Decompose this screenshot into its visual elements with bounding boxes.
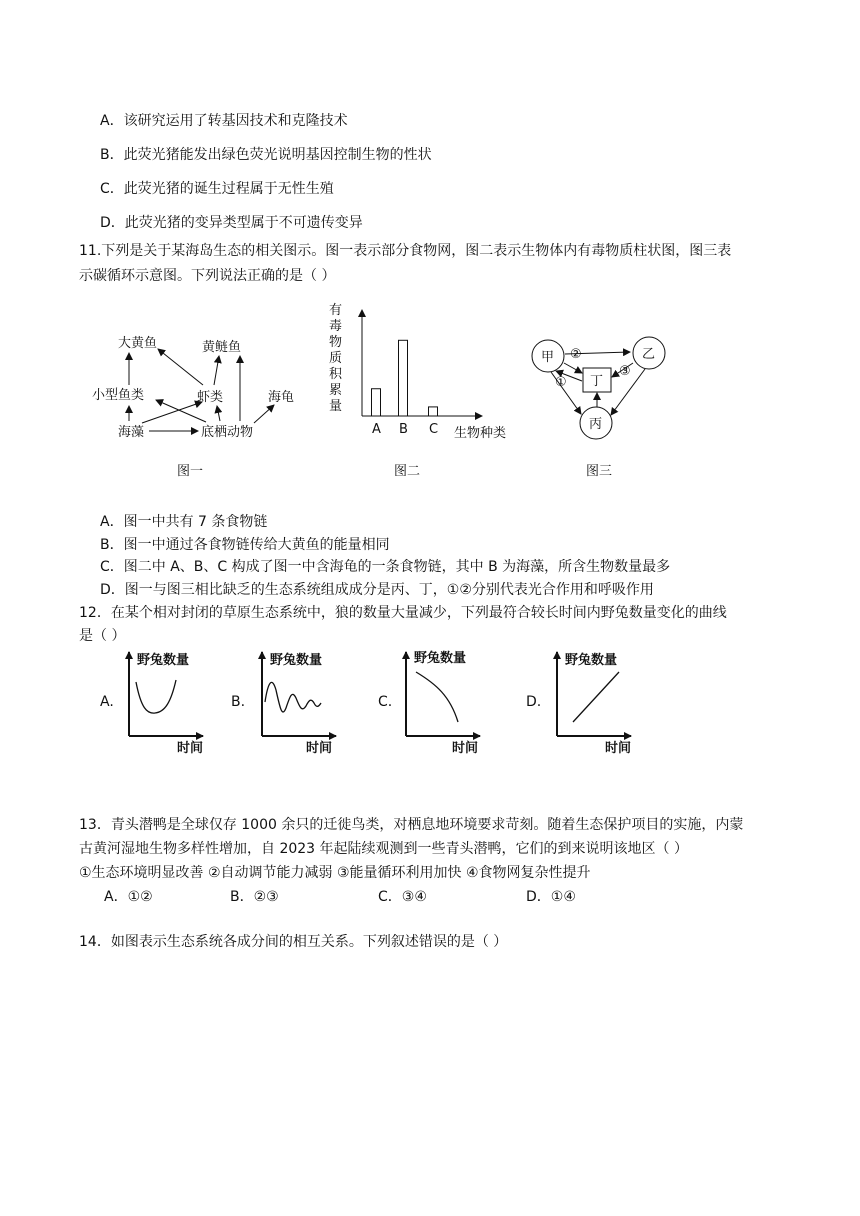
q11-figure1-food-web: [80, 325, 320, 485]
q14-stem: 14．如图表示生态系统各成分间的相互关系。下列叙述错误的是（ ）: [79, 934, 508, 950]
tick-label-b: B: [399, 422, 408, 437]
q12-graph-b: [248, 646, 348, 756]
q13-stem-line1: 13．青头潜鸭是全球仅存 1000 余只的迁徙鸟类，对栖息地环境要求苛刻。随着生态保护项目的实施，内蒙: [79, 817, 744, 833]
node-xialei: 虾类: [197, 390, 224, 405]
q13-option-a: A．①②: [104, 889, 153, 905]
tick-label-c: C: [429, 422, 439, 437]
y-axis-label-char: 物: [329, 335, 343, 350]
q10-option-c: C．此荧光猪的诞生过程属于无性生殖: [100, 181, 334, 197]
q11-option-b: B．图一中通过各食物链传给大黄鱼的能量相同: [100, 537, 390, 553]
q12-option-d-letter: D.: [526, 694, 542, 710]
bar-c: [429, 407, 438, 416]
q10-option-d: D．此荧光猪的变异类型属于不可遗传变异: [100, 215, 363, 231]
graph-c-ylabel: 野兔数量: [414, 651, 467, 666]
graph-b-ylabel: 野兔数量: [270, 653, 323, 668]
q10-option-b: B．此荧光猪能发出绿色荧光说明基因控制生物的性状: [100, 147, 432, 163]
node-diqidongwu: 底栖动物: [201, 425, 254, 440]
node-jia: 甲: [541, 350, 555, 365]
q12-graph-a: [115, 646, 215, 756]
graph-a-ylabel: 野兔数量: [137, 653, 190, 668]
q11-stem-line1: 11.下列是关于某海岛生态的相关图示。图一表示部分食物网，图二表示生物体内有毒物质柱状图，图三表: [79, 243, 732, 259]
q13-statements: ①生态环境明显改善 ②自动调节能力减弱 ③能量循环利用加快 ④食物网复杂性提升: [79, 865, 591, 881]
tick-label-a: A: [372, 422, 381, 437]
y-axis-label-char: 积: [329, 367, 343, 382]
node-ding: 丁: [590, 374, 604, 389]
q11-figure3-carbon-cycle: [520, 325, 680, 485]
graph-c-xlabel: 时间: [452, 741, 479, 756]
y-axis-label-char: 有: [329, 303, 343, 318]
figure1-caption: 图一: [177, 464, 204, 479]
node-yi: 乙: [642, 347, 656, 362]
graph-d-ylabel: 野兔数量: [565, 653, 618, 668]
node-huanglianyu: 黄鲢鱼: [202, 340, 242, 355]
chart-y-axis-label: [329, 303, 343, 414]
q12-stem-line2: 是（ ）: [79, 628, 126, 644]
q10-option-a: A．该研究运用了转基因技术和克隆技术: [100, 113, 348, 129]
q12-option-a-letter: A.: [100, 694, 114, 710]
q13-option-c: C．③④: [378, 889, 427, 905]
figure3-caption: 图三: [586, 464, 613, 479]
q12-graph-c: [392, 646, 492, 756]
mark-2: ②: [570, 347, 582, 362]
q12-graph-d: [543, 646, 643, 756]
q11-figure2-bar-chart: [322, 296, 512, 476]
node-bing: 丙: [589, 417, 603, 432]
chart-x-axis-label: 生物种类: [454, 426, 507, 441]
figure2-caption: 图二: [394, 464, 421, 476]
node-haigui: 海龟: [268, 390, 295, 405]
node-haizao: 海藻: [118, 425, 145, 440]
q12-option-b-letter: B.: [231, 694, 246, 710]
bar-b: [399, 340, 408, 416]
q11-option-a: A．图一中共有 7 条食物链: [100, 514, 268, 530]
q11-stem-line2: 示碳循环示意图。下列说法正确的是（ ）: [79, 268, 336, 284]
graph-b-xlabel: 时间: [306, 741, 333, 756]
y-axis-label-char: 累: [329, 383, 343, 398]
mark-3: ③: [619, 364, 631, 379]
mark-1: ①: [555, 375, 567, 390]
node-dahuangyu: 大黄鱼: [118, 336, 158, 351]
q13-option-d: D．①④: [526, 889, 576, 905]
y-axis-label-char: 质: [329, 351, 343, 366]
q11-option-c: C．图二中 A、B、C 构成了图一中含海龟的一条食物链，其中 B 为海藻，所含生物数量最多: [100, 559, 671, 575]
q12-stem-line1: 12．在某个相对封闭的草原生态系统中，狼的数量大量减少，下列最符合较长时间内野兔数量变化的曲线: [79, 605, 727, 621]
bar-a: [372, 389, 381, 416]
y-axis-label-char: 量: [329, 399, 343, 414]
graph-a-xlabel: 时间: [177, 741, 204, 756]
y-axis-label-char: 毒: [329, 319, 343, 334]
node-xiaoxingyulei: 小型鱼类: [92, 388, 145, 403]
q11-option-d: D．图一与图三相比缺乏的生态系统组成成分是丙、丁，①②分别代表光合作用和呼吸作用: [100, 582, 654, 598]
q13-option-b: B．②③: [230, 889, 279, 905]
q12-option-c-letter: C.: [378, 694, 393, 710]
q13-stem-line2: 古黄河湿地生物多样性增加，自 2023 年起陆续观测到一些青头潜鸭，它们的到来说明该地区（ ）: [79, 841, 688, 857]
graph-d-xlabel: 时间: [605, 741, 632, 756]
